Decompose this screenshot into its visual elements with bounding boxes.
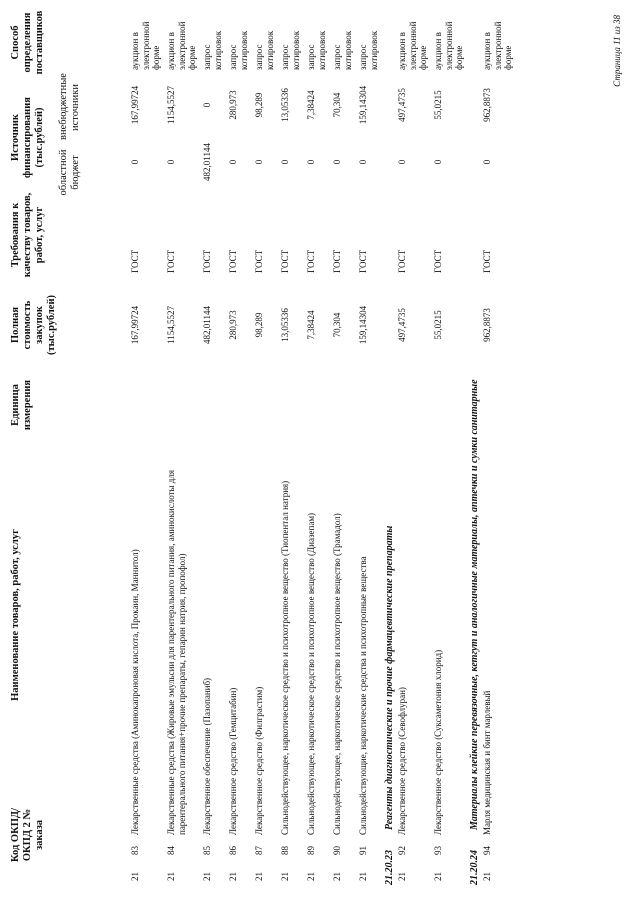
header-finance-extra: внебюджетные источники	[58, 73, 81, 140]
row-regional: 0	[254, 159, 264, 165]
row-quality: ГОСТ	[306, 249, 316, 273]
row-quality: ГОСТ	[130, 249, 140, 273]
row-extra: 1154,5527	[166, 86, 176, 124]
row-cost: 962,8873	[482, 308, 492, 342]
header-finance: Источник финансирования (тыс.рублей)	[10, 97, 45, 178]
row-extra: 70,304	[332, 92, 342, 118]
header-name: Наименование товаров, работ, услуг	[10, 529, 21, 701]
header-code: Код ОКПД/ ОКПД 2 № заказа	[10, 807, 45, 863]
row-cost: 497,4735	[397, 308, 407, 342]
row-number: 91	[358, 846, 368, 855]
header-unit: Единица измерения	[10, 379, 33, 431]
page-footer: Страница 11 из 38	[612, 15, 622, 87]
row-regional: 0	[482, 159, 492, 165]
row-name: Сильнодействующее, наркотическое средство и психотропное вещество (Трамадол)	[332, 513, 342, 835]
row-quality: ГОСТ	[202, 249, 212, 273]
row-quality: ГОСТ	[358, 249, 368, 273]
row-number: 89	[306, 846, 316, 855]
row-regional: 0	[130, 159, 140, 165]
row-method: аукцион в электронной форме	[130, 21, 161, 70]
header-finance-regional: областной бюджет	[58, 149, 81, 196]
section-code: 21.20.24	[469, 850, 480, 885]
row-method: аукцион в электронной форме	[433, 21, 464, 70]
row-extra: 0	[202, 102, 212, 108]
row-method: аукцион в электронной форме	[397, 21, 428, 70]
row-code: 21	[280, 872, 290, 881]
row-regional: 0	[433, 159, 443, 165]
row-cost: 280,973	[228, 310, 238, 340]
row-method: запрос котировок	[280, 30, 301, 70]
row-extra: 962,8873	[482, 88, 492, 122]
row-extra: 497,4735	[397, 88, 407, 122]
row-method: аукцион в электронной форме	[482, 21, 513, 70]
row-cost: 159,14304	[358, 305, 368, 345]
row-name: Сильнодействующее, наркотическое средство и психотропное вещество (Диазепам)	[306, 512, 316, 835]
row-cost: 1154,5527	[166, 306, 176, 344]
row-extra: 98,289	[254, 92, 264, 118]
row-quality: ГОСТ	[280, 249, 290, 273]
row-name: Лекарственные средства (Аминокапроновая кислота, Прокаин, Маннитол)	[130, 549, 140, 835]
row-extra: 159,14304	[358, 85, 368, 125]
row-code: 21	[332, 872, 342, 881]
row-code: 21	[130, 872, 140, 881]
row-name: Лекарственное средство (Суксаметония хлорид)	[433, 649, 443, 835]
row-code: 21	[397, 872, 407, 881]
row-regional: 0	[358, 159, 368, 165]
row-code: 21	[254, 872, 264, 881]
row-code: 21	[482, 872, 492, 881]
row-cost: 70,304	[332, 312, 342, 338]
header-quality: Требования к качеству товаров, работ, услуг	[10, 192, 45, 278]
row-quality: ГОСТ	[228, 249, 238, 273]
row-method: запрос котировок	[228, 30, 249, 70]
row-method: запрос котировок	[358, 30, 379, 70]
row-regional: 0	[166, 159, 176, 165]
row-number: 84	[166, 846, 176, 855]
row-code: 21	[433, 872, 443, 881]
header-cost: Полная стоимость закупок (тыс.рублей)	[10, 294, 57, 356]
row-name: Сильнодействующее, наркотическое средство и психотропное вещество (Тиопентал натрия)	[280, 480, 290, 835]
row-regional: 0	[228, 159, 238, 165]
row-regional: 0	[332, 159, 342, 165]
row-extra: 167,99724	[130, 85, 140, 125]
row-number: 92	[397, 846, 407, 855]
row-number: 93	[433, 846, 443, 855]
row-extra: 55,0215	[433, 90, 443, 120]
row-quality: ГОСТ	[254, 249, 264, 273]
row-cost: 167,99724	[130, 305, 140, 345]
row-number: 83	[130, 846, 140, 855]
row-method: запрос котировок	[306, 30, 327, 70]
row-quality: ГОСТ	[166, 249, 176, 273]
row-code: 21	[202, 872, 212, 881]
row-method: запрос котировок	[254, 30, 275, 70]
section-title: Реагенты диагностические и прочие фармацевтические препараты	[384, 525, 395, 830]
row-number: 85	[202, 846, 212, 855]
row-number: 90	[332, 846, 342, 855]
row-regional: 0	[280, 159, 290, 165]
row-name: Лекарственные средства (Жировые эмульсии для парентерального питания, аминокислоты для парентерального питания+прочие препараты, гепарин натрия, пропофол)	[166, 469, 187, 835]
row-number: 86	[228, 846, 238, 855]
row-cost: 98,289	[254, 312, 264, 338]
row-name: Сильнодействующие, наркотические средства и психотропные вещества	[358, 556, 368, 835]
row-code: 21	[306, 872, 316, 881]
row-extra: 280,973	[228, 90, 238, 120]
row-method: аукцион в электронной форме	[166, 21, 197, 70]
row-cost: 55,0215	[433, 310, 443, 340]
row-name: Лекарственное обеспечение (Пазопаниб)	[202, 677, 212, 835]
row-code: 21	[228, 872, 238, 881]
section-code: 21.20.23	[384, 850, 395, 885]
row-number: 87	[254, 846, 264, 855]
row-extra: 7,38424	[306, 90, 316, 120]
row-cost: 7,38424	[306, 310, 316, 340]
row-regional: 0	[397, 159, 407, 165]
row-quality: ГОСТ	[482, 249, 492, 273]
row-extra: 13,05336	[280, 88, 290, 122]
row-number: 94	[482, 846, 492, 855]
row-quality: ГОСТ	[433, 249, 443, 273]
row-code: 21	[166, 872, 176, 881]
row-name: Лекарственное средство (Филграстим)	[254, 686, 264, 835]
row-method: запрос котировок	[332, 30, 353, 70]
row-name: Марля медицинская и бинт марлевый	[482, 690, 492, 835]
row-quality: ГОСТ	[397, 249, 407, 273]
row-cost: 13,05336	[280, 308, 290, 342]
row-quality: ГОСТ	[332, 249, 342, 273]
header-method: Способ определения поставщиков	[10, 10, 45, 75]
row-regional: 482,01144	[202, 143, 212, 181]
row-cost: 482,01144	[202, 306, 212, 344]
row-name: Лекарственное средство (Гемцитабин)	[228, 687, 238, 835]
row-regional: 0	[306, 159, 316, 165]
row-number: 88	[280, 846, 290, 855]
row-name: Лекарственное средство (Севофлуран)	[397, 687, 407, 835]
row-code: 21	[358, 872, 368, 881]
row-method: запрос котировок	[202, 30, 223, 70]
section-title: Материалы клейкие перевязочные, кетгут и аналогичные материалы, аптечки и сумки санитарные	[469, 379, 480, 830]
